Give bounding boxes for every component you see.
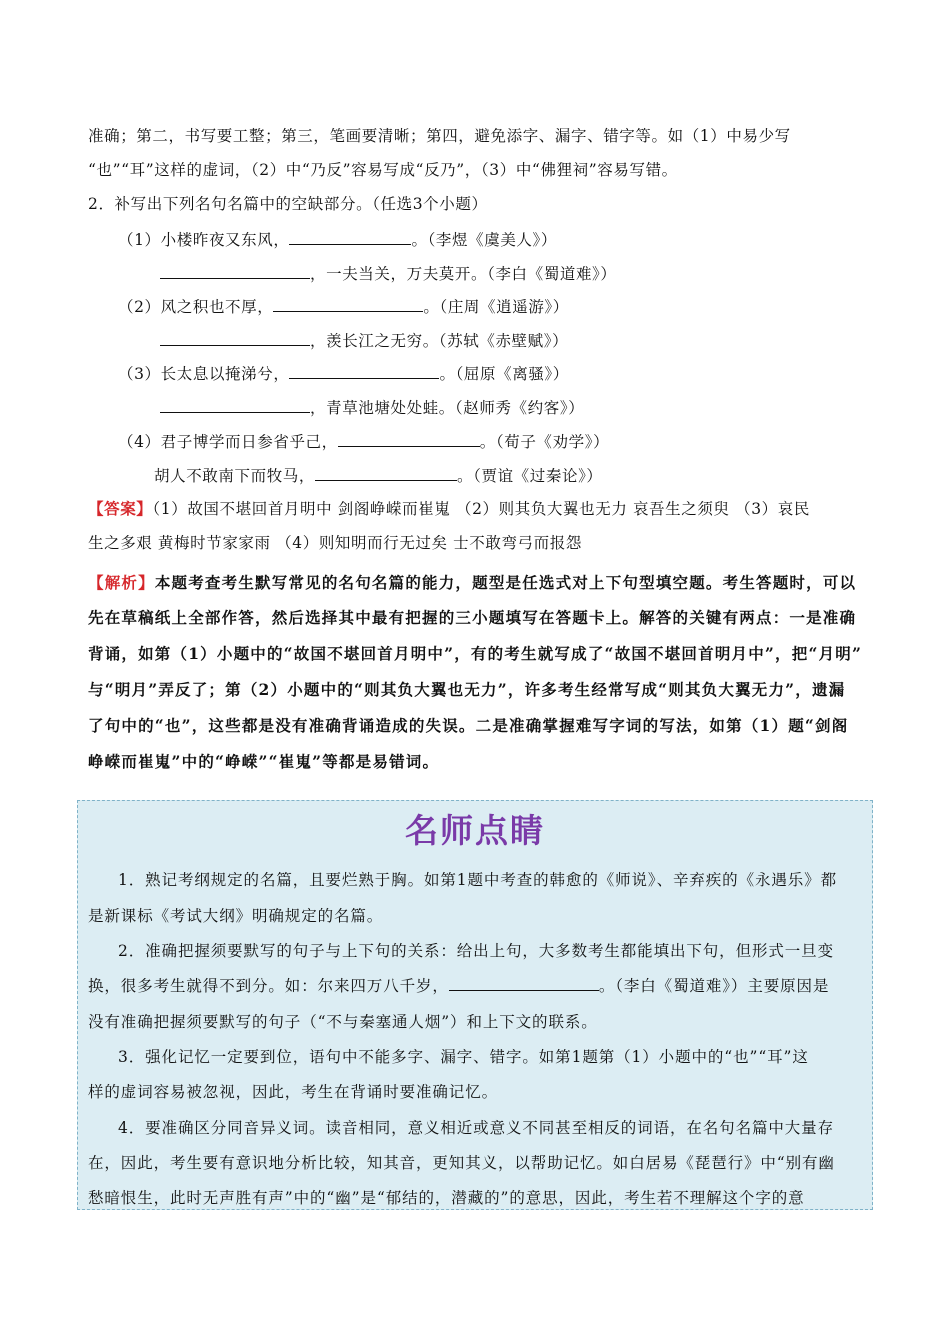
question-2b-suffix: ，羡长江之无穷。（苏轼《赤壁赋》） [310, 332, 569, 350]
question-1a-suffix: 。（李煜《虞美人》） [411, 231, 557, 249]
answer-line-1 [88, 498, 868, 520]
answer-text-1: （1）故国不堪回首月明中 剑阁峥嵘而崔嵬 （2）则其负大翼也无力 哀吾生之须臾 （3）哀民 [152, 500, 810, 518]
analysis-line-6: 峥嵘而崔嵬”中的“峥嵘”“崔嵬”等都是易错词。 [88, 752, 440, 771]
question-4b-prefix: 胡人不敢南下而牧马， [154, 467, 316, 485]
answer-blank [160, 397, 310, 413]
analysis-line-2: 先在草稿纸上全部作答，然后选择其中最有把握的三小题填写在答题卡上。解答的关键有两点：一是准确 [88, 608, 857, 627]
answer-blank [289, 229, 411, 245]
answer-blank [315, 465, 457, 481]
answer-blank [338, 431, 480, 447]
answer-blank [160, 263, 310, 279]
question-1a [118, 229, 898, 251]
intro-line-1: 准确；第二，书写要工整；第三，笔画要清晰；第四，避免添字、漏字、错字等。如（1）中易少写 [88, 127, 791, 145]
tip-2-line-2 [88, 975, 864, 997]
tip-3-line-1: 3．强化记忆一定要到位，语句中不能多字、漏字、错字。如第1题第（1）小题中的“也”“耳”这 [118, 1048, 809, 1066]
tips-box [77, 800, 873, 1210]
question-3b-suffix: ，青草池塘处处蛙。（赵师秀《约客》） [310, 399, 585, 417]
analysis-line-4: 与“明月”弄反了；第（2）小题中的“则其负大翼也无力”，许多考生经常写成“则其负大翼无力”，遗漏 [88, 680, 846, 699]
tip-2-prefix: 换，很多考生就得不到分。如：尔来四万八千岁， [88, 977, 449, 995]
question-4a-prefix: （4）君子博学而日参省乎己， [118, 433, 338, 451]
question-4b [154, 465, 934, 487]
tip-2-line-3: 没有准确把握须要默写的句子（“不与秦塞通人烟”）和上下文的联系。 [88, 1013, 598, 1031]
tips-title: 名师点睛 [405, 811, 545, 850]
question-2a [118, 296, 898, 318]
tip-1-line-2: 是新课标《考试大纲》明确规定的名篇。 [88, 907, 384, 925]
analysis-line-1 [88, 572, 868, 594]
question-1b-suffix: ，一夫当关，万夫莫开。（李白《蜀道难》） [310, 265, 617, 283]
tip-1-line-1: 1．熟记考纲规定的名篇，且要烂熟于胸。如第1题中考查的韩愈的《师说》、辛弃疾的《永遇乐》都 [118, 871, 837, 889]
question-4b-suffix: 。（贾谊《过秦论》） [457, 467, 603, 485]
question-2b [160, 330, 940, 352]
tip-4-line-3: 愁暗恨生，此时无声胜有声”中的“幽”是“郁结的，潜藏的”的意思，因此，考生若不理解这个字的意 [88, 1189, 805, 1207]
tip-2-line-1: 2．准确把握须要默写的句子与上下句的关系：给出上句，大多数考生都能填出下句，但形式一旦变 [118, 942, 834, 960]
analysis-line-5: 了句中的“也”，这些都是没有准确背诵造成的失误。二是准确掌握难写字词的写法，如第（1）题“剑阁 [88, 716, 849, 735]
question-3a-prefix: （3）长太息以掩涕兮， [118, 365, 290, 383]
question-4a-suffix: 。（荀子《劝学》） [479, 433, 610, 451]
answer-blank [273, 296, 423, 312]
question-4a [118, 431, 898, 453]
analysis-text-1: 本题考查考生默写常见的名句名篇的能力，题型是任选式对上下句型填空题。考生答题时，可以 [154, 573, 857, 592]
tip-2-suffix: 。（李白《蜀道难》）主要原因是 [598, 977, 830, 995]
question-2a-suffix: 。（庄周《逍遥游》） [423, 298, 569, 316]
answer-line-2: 生之多艰 黄梅时节家家雨 （4）则知明而行无过矣 士不敢弯弓而报怨 [88, 534, 582, 552]
answer-blank [289, 363, 439, 379]
question-title: 2．补写出下列名句名篇中的空缺部分。（任选3个小题） [88, 195, 488, 213]
answer-tag: 【答案】 [88, 499, 153, 518]
tip-4-line-2: 在，因此，考生要有意识地分析比较，知其音，更知其义，以帮助记忆。如白居易《琵琶行》中“别有幽 [88, 1154, 835, 1172]
question-3a [118, 363, 898, 385]
question-1a-prefix: （1）小楼昨夜又东风， [118, 231, 290, 249]
question-2a-prefix: （2）风之积也不厚， [118, 298, 274, 316]
question-3a-suffix: 。（屈原《离骚》） [439, 365, 569, 383]
intro-line-2: “也”“耳”这样的虚词，（2）中“乃反”容易写成“反乃”，（3）中“佛狸祠”容易写错。 [88, 161, 678, 179]
answer-blank [449, 975, 599, 991]
question-3b [160, 397, 940, 419]
answer-blank [160, 330, 310, 346]
question-1b [160, 263, 940, 285]
analysis-tag: 【解析】 [88, 573, 155, 592]
tip-3-line-2: 样的虚词容易被忽视，因此，考生在背诵时要准确记忆。 [88, 1083, 499, 1101]
tip-4-line-1: 4．要准确区分同音异义词。读音相同，意义相近或意义不同甚至相反的词语，在名句名篇中大量存 [118, 1119, 834, 1137]
analysis-line-3: 背诵，如第（1）小题中的“故国不堪回首月明中”，有的考生就写成了“故国不堪回首明月中”，把“月明” [88, 644, 863, 663]
